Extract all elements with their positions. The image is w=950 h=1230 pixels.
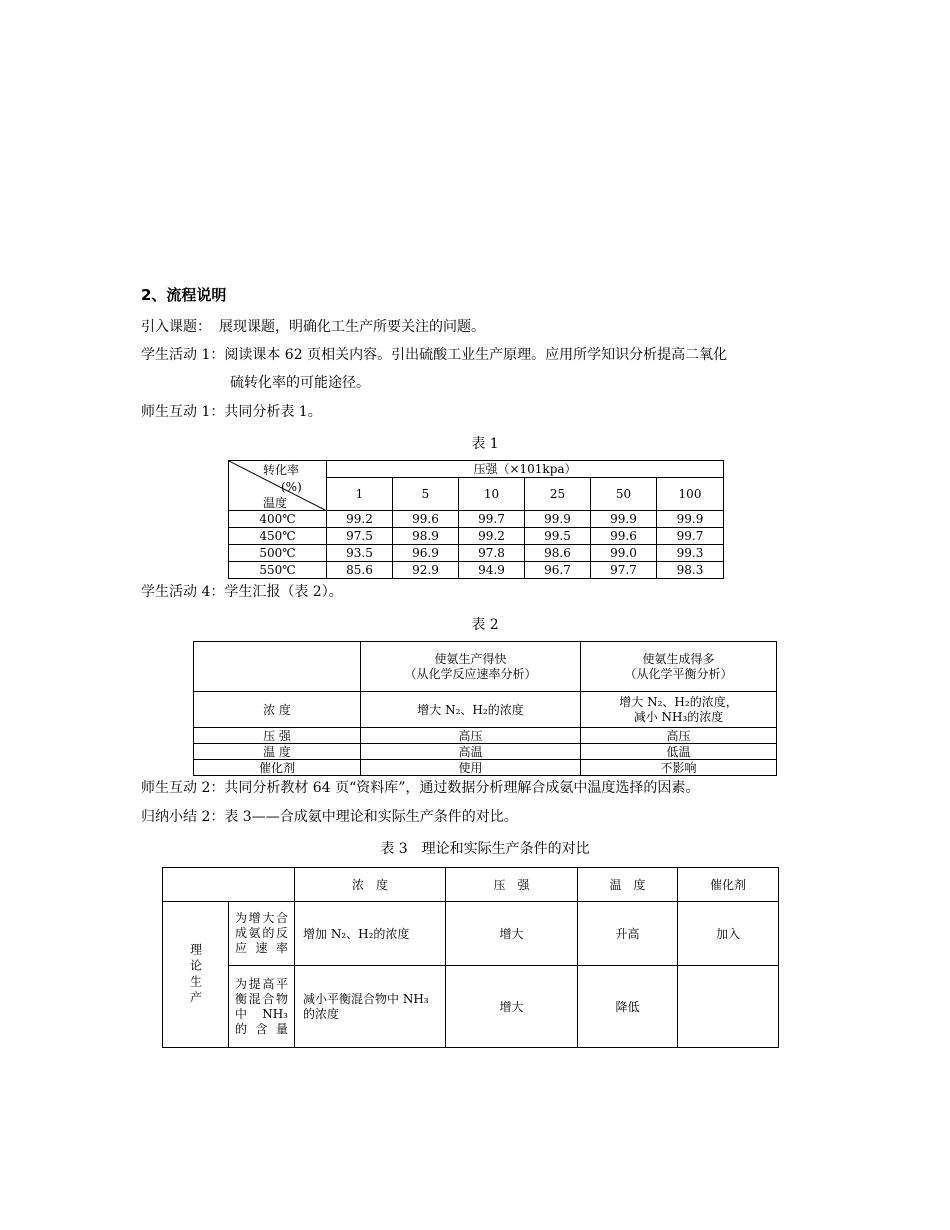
temp-cell: 450℃ <box>229 528 327 545</box>
summary-2-label: 归纳小结 2： <box>141 809 225 825</box>
interaction-2-text: 共同分析教材 64 页“资料库”，通过数据分析理解合成氨中温度选择的因素。 <box>224 780 700 796</box>
temp-cell: 550℃ <box>229 562 327 579</box>
catalyst-cell: 加入 <box>678 902 779 966</box>
value-cell: 99.2 <box>327 511 393 528</box>
table-row <box>194 760 777 776</box>
summary-2-line <box>141 808 518 826</box>
temp-cell: 400℃ <box>229 511 327 528</box>
value-cell: 93.5 <box>327 545 393 562</box>
rate-cell: 高温 <box>361 744 581 760</box>
pressure-value: 25 <box>525 478 591 511</box>
value-cell: 99.3 <box>657 545 724 562</box>
rate-cell: 使用 <box>361 760 581 776</box>
value-cell: 99.9 <box>525 511 591 528</box>
table3-caption: 表 3 理论和实际生产条件的对比 <box>380 841 590 857</box>
table3 <box>162 867 779 1048</box>
group-label: 理论生产 <box>188 942 203 1007</box>
rate-cell: 增大 N₂、H₂的浓度 <box>361 692 581 728</box>
equilibrium-header-sub: （从化学平衡分析） <box>624 666 733 681</box>
value-cell: 96.7 <box>525 562 591 579</box>
pressure-value: 100 <box>657 478 724 511</box>
equilibrium-header-title: 使氨生成得多 <box>642 651 715 666</box>
interaction-1-label: 师生互动 1： <box>141 404 225 420</box>
value-cell: 85.6 <box>327 562 393 579</box>
table2-caption: 表 2 <box>471 617 499 633</box>
corner-label-rate: 转化率 <box>263 463 300 477</box>
value-cell: 99.9 <box>657 511 724 528</box>
table1-caption: 表 1 <box>471 436 499 452</box>
header-catalyst: 催化剂 <box>678 868 779 902</box>
equilibrium-cell: 不影响 <box>581 760 777 776</box>
table-row <box>229 562 724 579</box>
table2 <box>193 641 777 776</box>
pressure-value: 1 <box>327 478 393 511</box>
interaction-2-label: 师生互动 2： <box>141 780 225 796</box>
concentration-cell: 减小平衡混合物中 NH₃的浓度 <box>295 966 446 1048</box>
concentration-cell: 增加 N₂、H₂的浓度 <box>295 902 446 966</box>
equilibrium-cell-line2: 减小 NH₃的浓度 <box>633 709 724 724</box>
activity-1-label: 学生活动 1： <box>141 347 225 363</box>
pressure-header: 压强（×101kpa） <box>327 461 724 478</box>
table-row <box>163 902 779 966</box>
intro-label: 引入课题： <box>141 319 211 335</box>
value-cell: 99.9 <box>591 511 657 528</box>
value-cell: 94.9 <box>459 562 525 579</box>
equilibrium-cell: 高压 <box>581 728 777 744</box>
factor-label: 温 度 <box>194 744 361 760</box>
equilibrium-header <box>581 642 777 692</box>
table-row <box>163 966 779 1048</box>
equilibrium-cell: 低温 <box>581 744 777 760</box>
value-cell: 99.7 <box>657 528 724 545</box>
table2-empty-head <box>194 642 361 692</box>
temperature-cell: 降低 <box>578 966 678 1048</box>
interaction-1-text: 共同分析表 1。 <box>224 404 322 420</box>
temperature-cell: 升高 <box>578 902 678 966</box>
pressure-cell: 增大 <box>446 966 578 1048</box>
table3-empty-head <box>163 868 295 902</box>
rate-header-sub: （从化学反应速率分析） <box>404 666 537 681</box>
pressure-value: 5 <box>393 478 459 511</box>
group-label-cell <box>163 902 229 1048</box>
value-cell: 99.0 <box>591 545 657 562</box>
catalyst-cell <box>678 966 779 1048</box>
table-row <box>194 728 777 744</box>
section-heading: 2、流程说明 <box>141 286 227 304</box>
value-cell: 97.8 <box>459 545 525 562</box>
factor-label: 催化剂 <box>194 760 361 776</box>
value-cell: 97.5 <box>327 528 393 545</box>
table-row <box>229 528 724 545</box>
factor-label: 压 强 <box>194 728 361 744</box>
header-concentration: 浓 度 <box>295 868 446 902</box>
corner-label-percent: (%) <box>281 480 302 494</box>
table-row <box>194 744 777 760</box>
value-cell: 92.9 <box>393 562 459 579</box>
header-temperature: 温 度 <box>578 868 678 902</box>
table-row <box>194 692 777 728</box>
temp-cell: 500℃ <box>229 545 327 562</box>
rate-cell: 高压 <box>361 728 581 744</box>
intro-text: 展现课题，明确化工生产所要关注的问题。 <box>219 319 485 335</box>
purpose-cell: 为提高平衡混合物中 NH₃ 的含量 <box>229 966 295 1048</box>
purpose-cell: 为增大合成氨的反应速率 <box>229 902 295 966</box>
student-activity-4-line <box>141 583 343 601</box>
summary-2-text: 表 3——合成氨中理论和实际生产条件的对比。 <box>224 809 518 825</box>
table1-corner-cell <box>229 461 327 511</box>
table1 <box>228 460 724 579</box>
value-cell: 99.2 <box>459 528 525 545</box>
rate-header <box>361 642 581 692</box>
value-cell: 97.7 <box>591 562 657 579</box>
pressure-value: 50 <box>591 478 657 511</box>
value-cell: 99.7 <box>459 511 525 528</box>
pressure-value: 10 <box>459 478 525 511</box>
value-cell: 99.6 <box>591 528 657 545</box>
value-cell: 99.5 <box>525 528 591 545</box>
activity-1-text: 阅读课本 62 页相关内容。引出硫酸工业生产原理。应用所学知识分析提高二氧化 <box>224 347 728 363</box>
pressure-cell: 增大 <box>446 902 578 966</box>
value-cell: 98.9 <box>393 528 459 545</box>
interaction-2-line <box>141 779 699 797</box>
interaction-1-line <box>141 403 322 421</box>
activity-4-label: 学生活动 4： <box>141 584 225 600</box>
value-cell: 96.9 <box>393 545 459 562</box>
table-row <box>229 545 724 562</box>
student-activity-1-line <box>141 346 727 364</box>
equilibrium-cell <box>581 692 777 728</box>
value-cell: 99.6 <box>393 511 459 528</box>
activity-1-continued: 硫转化率的可能途径。 <box>230 375 370 391</box>
activity-4-text: 学生汇报（表 2）。 <box>224 584 343 600</box>
equilibrium-cell-line1: 增大 N₂、H₂的浓度， <box>619 694 738 709</box>
corner-label-temp: 温度 <box>263 496 288 510</box>
table-row <box>229 511 724 528</box>
factor-label: 浓 度 <box>194 692 361 728</box>
value-cell: 98.6 <box>525 545 591 562</box>
intro-line <box>141 318 485 336</box>
header-pressure: 压 强 <box>446 868 578 902</box>
value-cell: 98.3 <box>657 562 724 579</box>
rate-header-title: 使氨生产得快 <box>434 651 507 666</box>
